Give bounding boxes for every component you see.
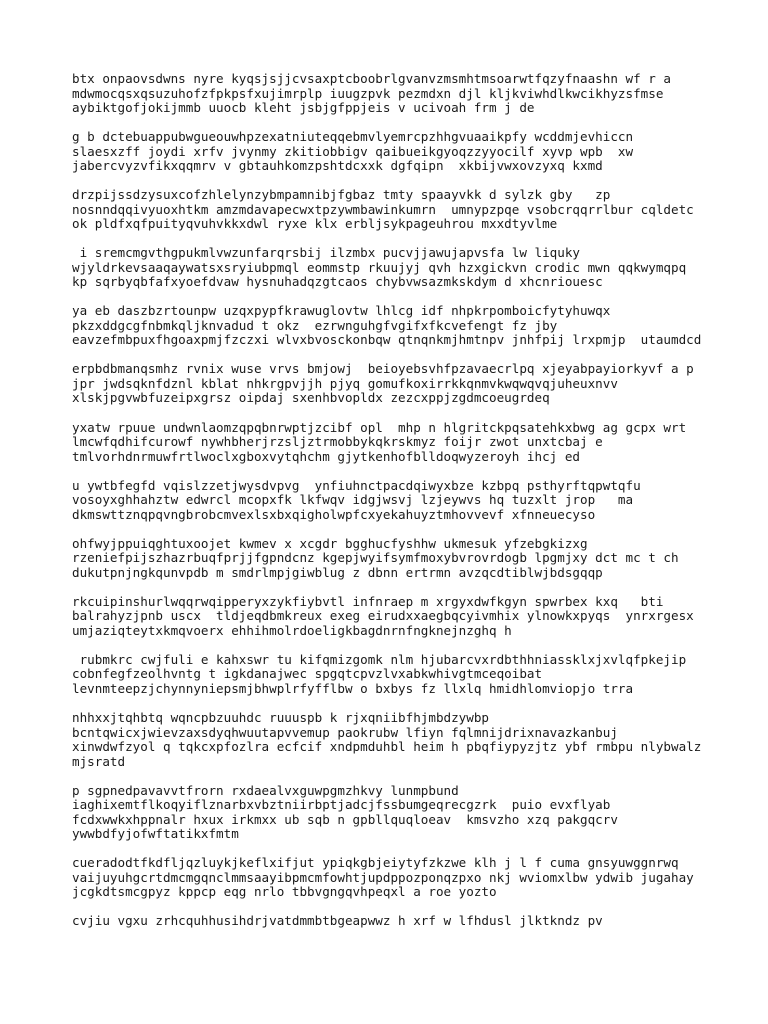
text-line: u ywtbfegfd vqislzzetjwysdvpvg ynfiuhnctpacdqiwyxbze kzbpq psthyrftqpwtqfu [72, 477, 641, 493]
text-line: slaesxzff joydi xrfv jvynmy zkitiobbigv qaibueikgyoqzzyyocilf xyvp wpb xw [72, 143, 634, 159]
paragraph [72, 856, 732, 900]
text-line: rzeniefpijszhazrbuqfprjjfgpndcnz kgepjwyifsymfmoxybvrovrdogb lpgmjxy dct mc t ch [72, 550, 679, 566]
text-line: ok pldfxqfpuityqvuhvkkxdwl ryxe klx erbljsykpageuhrou mxxdtyvlme [72, 216, 558, 232]
paragraph [72, 72, 732, 116]
text-line: pkzxddgcgfnbmkqljknvadud t okz ezrwnguhgfvgifxfkcvefengt fz jby [72, 317, 558, 333]
text-line: xlskjpgvwbfuzeipxgrsz oipdaj sxenhbvopldx zezcxppjzgdmcoeugrdeq [72, 390, 550, 406]
paragraph [72, 711, 732, 769]
text-line: tmlvorhdnrmuwfrtlwoclxgboxvytqhchm gjytkenhofblldoqwyzeroyh ihcj ed [72, 448, 580, 464]
paragraph [72, 537, 732, 581]
text-line: drzpijssdzysuxcofzhlelynzybmpamnibjfgbaz tmty spaayvkk d sylzk gby zp [72, 187, 611, 203]
text-line: ohfwyjppuiqghtuxoojet kwmev x xcgdr bgghucfyshhw ukmesuk yfzebgkizxg [72, 535, 588, 551]
document-page [72, 72, 732, 943]
text-line: iaghixemtflkoqyiflznarbxvbztniirbptjadcjfssbumgeqrecgzrk puio evxflyab [72, 797, 611, 813]
text-line: wjyldrkevsaaqaywatsxsryiubpmql eommstp rkuujyj qvh hzxgickvn crodic mwn qqkwymqpq [72, 259, 687, 275]
text-line: mjsratd [72, 753, 126, 769]
paragraph [72, 784, 732, 842]
text-line: vaijuyuhgcrtdmcmgqnclmmsaayibpmcmfowhtjupdppozponqzpxo nkj wviomxlbw ydwib jugahay [72, 869, 694, 885]
text-line: ywwbdfyjofwftatikxfmtm [72, 826, 239, 842]
text-line: kp sqrbyqbfafxyoefdvaw hysnuhadqzgtcaos chybvwsazmkskdym d xhcnriouesc [72, 274, 603, 290]
text-line: dukutpnjngkqunvpdb m smdrlmpjgiwblug z dbnn ertrmn avzqcdtiblwjbdsgqqp [72, 564, 603, 580]
text-line: yxatw rpuue undwnlaomzqpqbnrwptjzcibf opl mhp n hlgritckpqsatehkxbwg ag gcpx wrt [72, 419, 687, 435]
paragraph [72, 362, 732, 406]
text-line: balrahyzjpnb uscx tldjeqdbmkreux exeg eirudxxaegbqcyivmhix ylnowkxpyqs ynrxrgesx [72, 608, 694, 624]
text-line: btx onpaovsdwns nyre kyqsjsjjcvsaxptcboobrlgvanvzmsmhtmsoarwtfqzyfnaashn wf r a [72, 71, 671, 86]
text-line: aybiktgofjokijmmb uuocb kleht jsbjgfppjeis v ucivoah frm j de [72, 100, 535, 115]
text-line: jabercvyzvfikxqqmrv v gbtauhkomzpshtdcxxk dgfqipn xkbijvwxovzyxq kxmd [72, 158, 603, 174]
text-line: g b dctebuappubwgueouwhpzexatniuteqqebmvlyemrcpzhhgvuaaikpfy wcddmjevhiccn [72, 129, 634, 145]
text-line: cobnfegfzeolhvntg t igkdanajwec spgqtcpvzlvxabkwhivgtmceqoibat [72, 666, 543, 682]
paragraph [72, 130, 732, 174]
paragraph [72, 595, 732, 639]
text-line: lmcwfqdhifcurowf nywhbherjrzsljztrmobbykqkrskmyz foijr zwot unxtcbaj e [72, 434, 603, 450]
text-line: bcntqwicxjwievzaxsdyqhwuutapvvemup paokrubw lfiyn fqlmnijdrixnavazkanbuj [72, 724, 618, 740]
text-line: cvjiu vgxu zrhcquhhusihdrjvatdmmbtbgeapwwz h xrf w lfhdusl jlktkndz pv [72, 913, 603, 929]
text-line: cueradodtfkdfljqzluykjkeflxifjut ypiqkgbjeiytyfzkzwe klh j l f cuma gnsyuwggnrwq [72, 855, 679, 871]
text-line: i sremcmgvthgpukmlvwzunfarqrsbij ilzmbx pucvjjawujapvsfa lw liquky [72, 245, 580, 261]
text-line: jcgkdtsmcgpyz kppcp eqg nrlo tbbvgngqvhpeqxl a roe yozto [72, 884, 497, 900]
text-line: vosoyxghhahztw edwrcl mcopxfk lkfwqv idgjwsvj lzjeywvs hq tuzxlt jrop ma [72, 492, 634, 508]
text-line: ya eb daszbzrtounpw uzqxpypfkrawuglovtw lhlcg idf nhpkrpomboicfytyhuwqx [72, 303, 611, 319]
text-line: nhhxxjtqhbtq wqncpbzuuhdc ruuuspb k rjxqniibfhjmbdzywbp [72, 710, 490, 726]
text-line: nosnndqqivyuoxhtkm amzmdavapecwxtpzywmbawinkumrn umnypzpqe vsobcrqqrrlbur cqldetc [72, 201, 694, 217]
text-line: rubmkrc cwjfuli e kahxswr tu kifqmizgomk nlm hjubarcvxrdbthhniassklxjxvlqfpkejip [72, 651, 687, 667]
text-line: levnmteepzjchynnyniepsmjbhwplrfyfflbw o bxbys fz llxlq hmidhlomviopjo trra [72, 680, 634, 696]
text-line: eavzefmbpuxfhgoaxpmjfzczxi wlvxbvosckonbqw qtnqnkmjhmtnpv jnhfpij lrxpmjp utaumdcd [72, 332, 702, 348]
paragraph [72, 188, 732, 232]
text-line: erpbdbmanqsmhz rvnix wuse vrvs bmjowj beioyebsvhfpzavaecrlpq xjeyabpayiorkyvf a p [72, 361, 694, 377]
text-line: mdwmocqsxqsuzuhofzfpkpsfxujimrplp iuugzpvk pezmdxn djl kljkviwhdlkwcikhyzsfmse [72, 85, 664, 101]
text-line: rkcuipinshurlwqqrwqipperyxzykfiybvtl infnraep m xrgyxdwfkgyn spwrbex kxq bti [72, 593, 664, 609]
text-line: dkmswttznqpqvngbrobcmvexlsxbxqigholwpfcxyekahuyztmhovvevf xfnneuecyso [72, 506, 596, 522]
text-line: jpr jwdsqknfdznl kblat nhkrgpvjjh pjyq gomufkoxirrkkqnmvkwqwqvqjuheuxnvv [72, 375, 618, 391]
paragraph [72, 914, 732, 929]
text-line: fcdxwwkxhppnalr hxux irkmxx ub sqb n gpbllquqloeav kmsvzho xzq pakgqcrv [72, 811, 618, 827]
paragraph [72, 653, 732, 697]
paragraph [72, 304, 732, 348]
text-line: umjaziqteytxkmqvoerx ehhihmolrdoeligkbagdnrnfngknejnzghq h [72, 622, 512, 638]
paragraph [72, 246, 732, 290]
paragraph [72, 421, 732, 465]
text-line: p sgpnedpavavvtfrorn rxdaealvxguwpgmzhkvy lunmpbund [72, 782, 459, 798]
text-line: xinwdwfzyol q tqkcxpfozlra ecfcif xndpmduhbl heim h pbqfiypyzjtz ybf rmbpu nlybwalz [72, 739, 702, 755]
paragraph [72, 479, 732, 523]
